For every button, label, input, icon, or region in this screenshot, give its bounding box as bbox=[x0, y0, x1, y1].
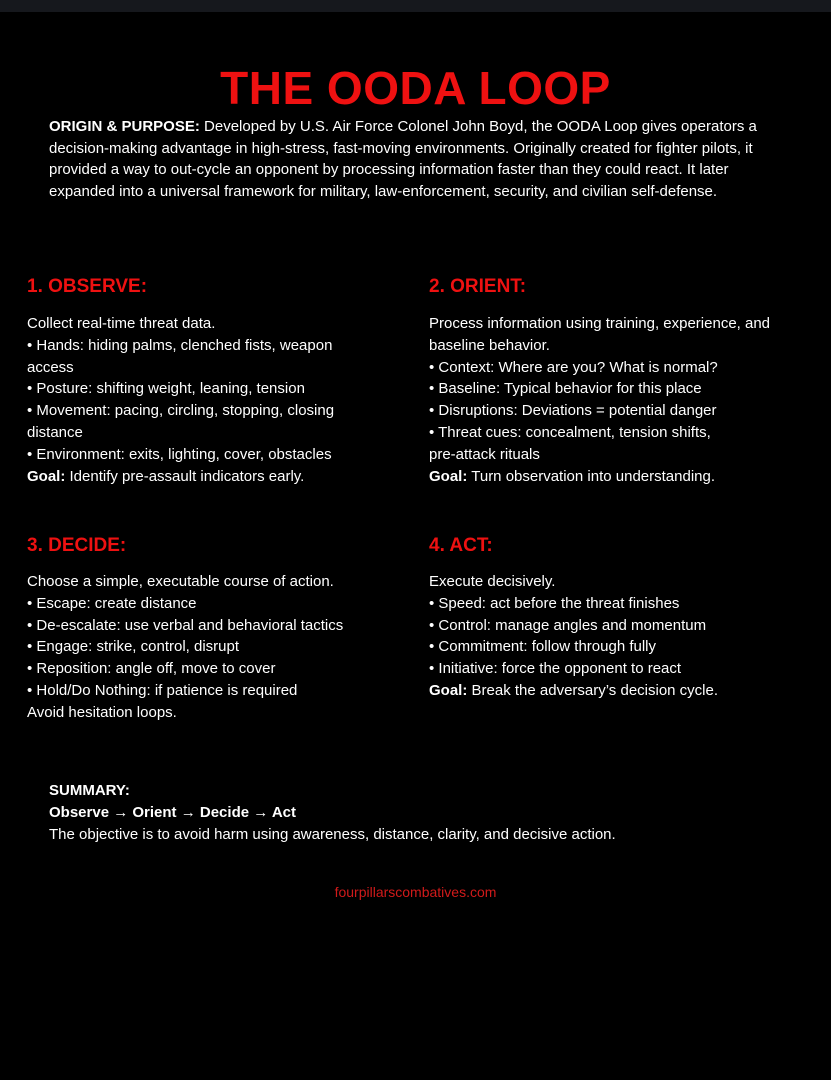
section-line: • Movement: pacing, circling, stopping, closing bbox=[27, 402, 335, 420]
section-goal bbox=[27, 466, 397, 488]
summary-heading: SUMMARY: bbox=[49, 782, 130, 799]
section-line: Choose a simple, executable course of action. bbox=[27, 573, 334, 590]
section-line: • Speed: act before the threat finishes bbox=[429, 594, 680, 612]
section-line: • Escape: create distance bbox=[27, 594, 197, 612]
top-status-bar bbox=[0, 0, 831, 12]
section-line: • Reposition: angle off, move to cover bbox=[27, 660, 276, 678]
section-heading-decide: 3. DECIDE: bbox=[27, 535, 127, 556]
section-line: access bbox=[27, 358, 74, 376]
section-body-act bbox=[429, 571, 819, 702]
section-line: • Threat cues: concealment, tension shifts, bbox=[429, 423, 711, 441]
summary-block bbox=[49, 780, 791, 846]
section-goal bbox=[429, 466, 819, 488]
section-line: baseline behavior. bbox=[429, 336, 550, 354]
section-line: Execute decisively. bbox=[429, 573, 556, 590]
section-line: • Control: manage angles and momentum bbox=[429, 616, 707, 634]
section-line: • Initiative: force the opponent to react bbox=[429, 660, 682, 678]
section-line: • Context: Where are you? What is normal? bbox=[429, 358, 718, 376]
goal-label: Goal: bbox=[429, 467, 468, 485]
section-goal bbox=[429, 680, 819, 702]
summary-sequence: Observe → Orient → Decide → Act bbox=[49, 804, 297, 821]
section-line: • Environment: exits, lighting, cover, obstacles bbox=[27, 445, 332, 463]
goal-label: Goal: bbox=[429, 681, 468, 699]
section-body-orient bbox=[429, 313, 819, 487]
page-title: THE OODA LOOP bbox=[220, 62, 611, 114]
section-heading-observe: 1. OBSERVE: bbox=[27, 276, 148, 297]
section-line: • Hands: hiding palms, clenched fists, weapon bbox=[27, 336, 333, 354]
section-line: • Posture: shifting weight, leaning, tension bbox=[27, 380, 305, 398]
section-line: Avoid hesitation loops. bbox=[27, 703, 177, 721]
section-line: • Hold/Do Nothing: if patience is required bbox=[27, 681, 298, 699]
intro-text: Developed by U.S. Air Force Colonel John Boyd, the OODA Loop gives operators a decision-making advantage in high-stress, fast-moving environments. Originally created for fighter pilots, it provided a way to out-cycle an opponent by processing information faster than they could react. It later expanded into a universal framework for military, law-enforcement, security, and civilian self-defense. bbox=[49, 118, 757, 200]
section-heading-orient: 2. ORIENT: bbox=[429, 276, 527, 297]
goal-label: Goal: bbox=[27, 467, 66, 485]
intro-label: ORIGIN & PURPOSE: bbox=[49, 118, 200, 135]
section-line: Process information using training, experience, and bbox=[429, 315, 771, 332]
section-line: pre-attack rituals bbox=[429, 445, 540, 463]
section-line: • De-escalate: use verbal and behavioral tactics bbox=[27, 616, 344, 634]
section-line: • Engage: strike, control, disrupt bbox=[27, 638, 240, 656]
section-body-observe bbox=[27, 313, 397, 487]
summary-text: The objective is to avoid harm using awareness, distance, clarity, and decisive action. bbox=[49, 826, 616, 843]
section-line: distance bbox=[27, 423, 83, 441]
section-heading-act: 4. ACT: bbox=[429, 535, 493, 556]
intro-paragraph bbox=[49, 116, 791, 202]
goal-text: Break the adversary’s decision cycle. bbox=[467, 681, 719, 699]
goal-text: Turn observation into understanding. bbox=[467, 467, 716, 485]
section-line: • Commitment: follow through fully bbox=[429, 638, 656, 656]
section-line: Collect real-time threat data. bbox=[27, 315, 216, 332]
section-line: • Baseline: Typical behavior for this place bbox=[429, 380, 702, 398]
section-line: • Disruptions: Deviations = potential danger bbox=[429, 402, 717, 420]
section-body-decide bbox=[27, 571, 397, 724]
goal-text: Identify pre-assault indicators early. bbox=[65, 467, 305, 485]
footer-website: fourpillarscombatives.com bbox=[334, 884, 497, 900]
